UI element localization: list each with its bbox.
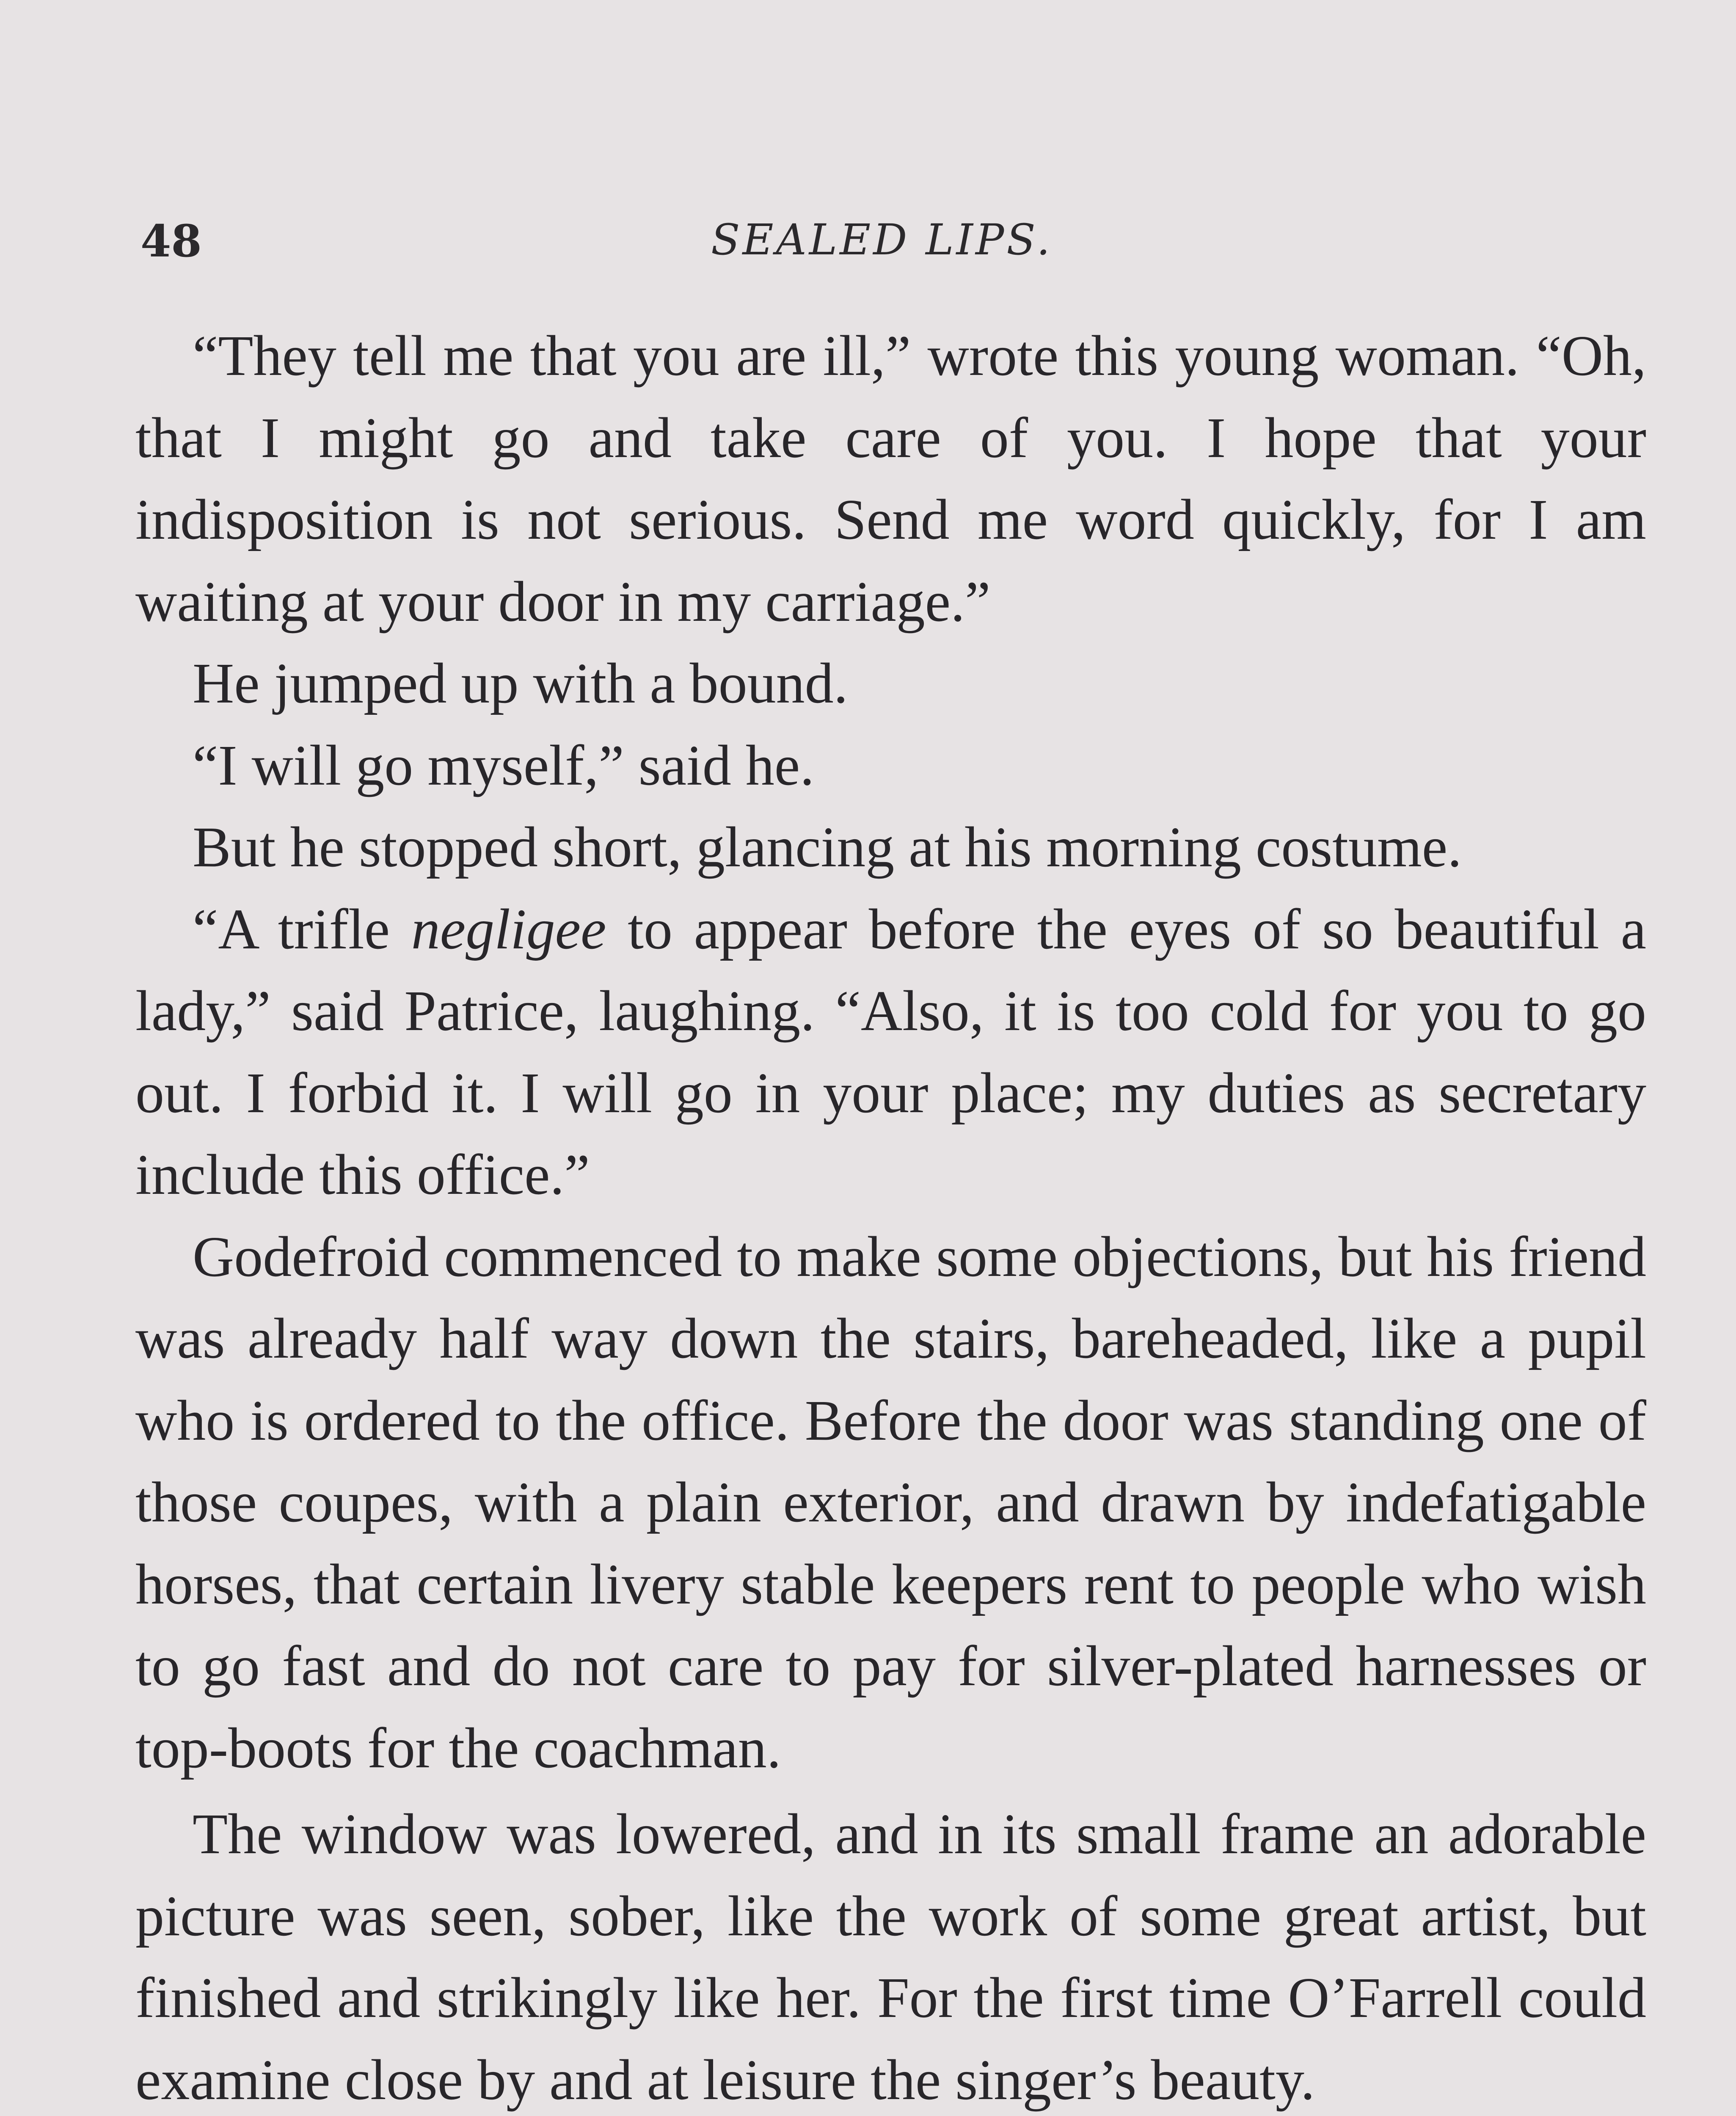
- paragraph-window: The window was lowered, and in its small frame an adorable picture was seen, sober, like the work of some great artist, but finished and strikingly like her. For the first time O’Farrell could examine close by and at leisure the singer’s beauty.: [135, 1802, 1646, 2112]
- paragraph-godefroid: Godefroid commenced to make some objections, but his friend was already half way down the stairs, bareheaded, like a pupil who is ordered to the office. Before the door was standing one of those coupes, with a plain exterior, and drawn by indefatigable horses, that certain livery stable keepers rent to people who wish to go fast and do not care to pay for silver-plated harnesses or top-boots for the coachman.: [135, 1225, 1646, 1780]
- paragraph-negligee: [135, 889, 1646, 1216]
- body-text: [135, 315, 1646, 2116]
- paragraph-negligee-after: to appear before the eyes of so beautiful a lady,” said Patrice, laughing. “Also, it is too cold for you to go out. I forbid it. I will go in your place; my duties as secretary include this office.”: [135, 897, 1646, 1207]
- paragraph-letter: “They tell me that you are ill,” wrote this young woman. “Oh, that I might go and take care of you. I hope that your indisposition is not serious. Send me word quickly, for I am waiting at your door in my carriage.”: [135, 324, 1646, 634]
- paragraph-negligee-before: “A trifle: [193, 897, 411, 961]
- paragraph-go-myself: “I will go myself,” said he.: [193, 733, 815, 797]
- page-number: 48: [141, 215, 202, 267]
- running-title: SEALED LIPS.: [711, 215, 1053, 264]
- page-header: [135, 215, 1646, 278]
- paragraph-stopped-short: But he stopped short, glancing at his morning costume.: [193, 816, 1462, 879]
- italic-negligee: negligee: [411, 897, 606, 961]
- paragraph-jumped-up: He jumped up with a bound.: [193, 652, 848, 715]
